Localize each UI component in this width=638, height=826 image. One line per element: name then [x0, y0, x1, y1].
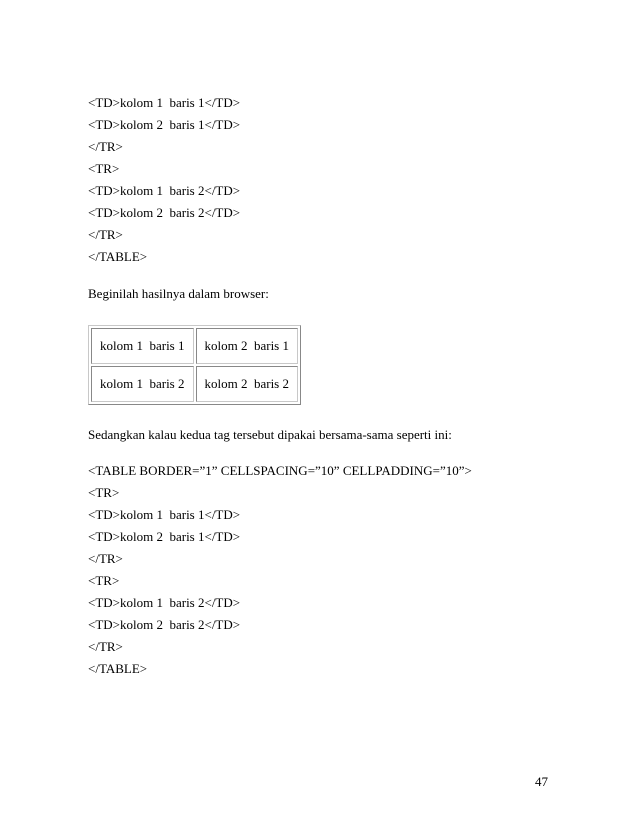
demo-table [88, 325, 301, 405]
code-line: <TR> [88, 485, 120, 500]
code-line: </TR> [88, 227, 123, 242]
code-line: </TR> [88, 139, 123, 154]
table-cell: kolom 1 baris 2 [91, 366, 194, 402]
code-line: <TR> [88, 161, 120, 176]
result-intro-text: Beginilah hasilnya dalam browser: [88, 286, 269, 301]
table-cell: kolom 1 baris 1 [91, 328, 194, 364]
code-line: <TD>kolom 2 baris 1</TD> [88, 529, 241, 544]
code-line: </TR> [88, 551, 123, 566]
code-line: <TD>kolom 1 baris 1</TD> [88, 95, 241, 110]
table-row [91, 328, 298, 364]
code-line: <TD>kolom 2 baris 1</TD> [88, 117, 241, 132]
code-line: <TD>kolom 1 baris 2</TD> [88, 183, 241, 198]
table-cell: kolom 2 baris 1 [196, 328, 299, 364]
code-line: </TR> [88, 639, 123, 654]
combined-intro-text: Sedangkan kalau kedua tag tersebut dipakai bersama-sama seperti ini: [88, 427, 452, 442]
code-line: <TD>kolom 2 baris 2</TD> [88, 617, 241, 632]
code-line: </TABLE> [88, 249, 148, 264]
code-line: <TD>kolom 1 baris 2</TD> [88, 595, 241, 610]
code-line: <TD>kolom 2 baris 2</TD> [88, 205, 241, 220]
code-line: <TD>kolom 1 baris 1</TD> [88, 507, 241, 522]
page-number: 47 [535, 774, 548, 789]
code-line: <TABLE BORDER=”1” CELLSPACING=”10” CELLPADDING=”10”> [88, 463, 472, 478]
code-line: <TR> [88, 573, 120, 588]
table-row [91, 366, 298, 402]
code-line: </TABLE> [88, 661, 148, 676]
table-cell: kolom 2 baris 2 [196, 366, 299, 402]
